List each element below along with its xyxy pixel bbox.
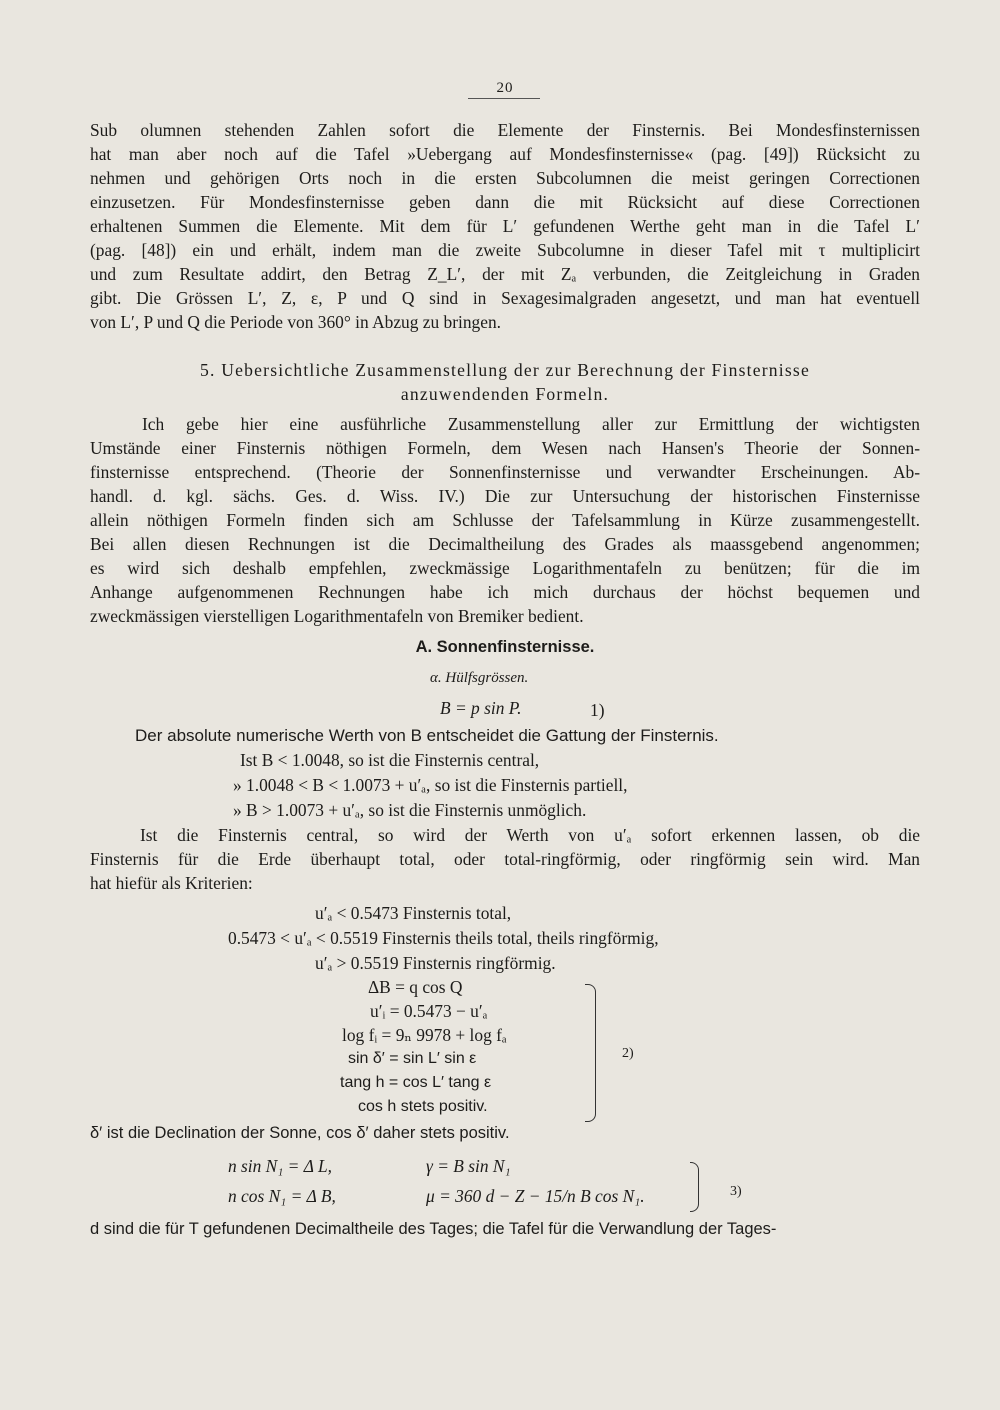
section-heading-line2: anzuwendenden Formeln. (400, 384, 610, 404)
text-line: Ist die Finsternis central, so wird der Werth von u′ₐ sofort erkennen lassen, ob die (140, 825, 920, 845)
text-line: handl. d. kgl. sächs. Ges. d. Wiss. IV.) Die zur Untersuchung der historischen Finsternisse (90, 486, 920, 506)
text-line: Anhange aufgenommenen Rechnungen habe ich mich durchaus der höchst bequemen und (90, 582, 920, 602)
criterion-total: u′ₐ < 0.5473 Finsternis total, (315, 903, 512, 923)
section-heading (90, 358, 920, 406)
text-line: hat man aber noch auf die Tafel »Uebergang auf Mondesfinsternisse« (pag. [49]) Rücksicht zu (90, 144, 920, 164)
text-line: gibt. Die Grössen L′, Z, ε, P und Q sind in Sexagesimalgraden angesetzt, und man hat eventuell (90, 288, 920, 308)
text-line: Sub olumnen stehenden Zahlen sofort die Elemente der Finsternis. Bei Mondesfinsternissen (90, 120, 920, 140)
criterion-mixed: 0.5473 < u′ₐ < 0.5519 Finsternis theils total, theils ringförmig, (228, 928, 659, 948)
equation-1: B = p sin P. (440, 698, 522, 718)
subsection-subtitle: α. Hülfsgrössen. (430, 670, 529, 686)
equation-3-left: n sin N₁ = Δ L, (228, 1156, 333, 1176)
right-brace (585, 984, 596, 1122)
text-line: finsternisse entsprechend. (Theorie der Sonnenfinsternisse und verwandter Erscheinungen. Ab- (90, 462, 920, 482)
text-line: Umstände einer Finsternis nöthigen Formeln, dem Wesen nach Hansen's Theorie der Sonnen- (90, 438, 920, 458)
equation-number: 3) (730, 1184, 742, 1199)
page-number: 20 (496, 80, 514, 96)
case-partial: » 1.0048 < B < 1.0073 + u′ₐ, so ist die Finsternis partiell, (233, 775, 628, 795)
text-line: (pag. [48]) ein und erhält, indem man die zweite Subcolumne in dieser Tafel mit τ multiplicirt (90, 240, 920, 260)
text-line: allein nöthigen Formeln finden sich am Schlusse der Tafelsammlung in Kürze zusammengestellt. (90, 510, 920, 530)
equation-2-line: ΔB = q cos Q (368, 977, 463, 997)
section-heading-line1: 5. Uebersichtliche Zusammenstellung der zur Berechnung der Finsternisse (200, 360, 810, 380)
equation-2-line: cos h stets positiv. (358, 1098, 488, 1115)
paragraph-criteria (90, 823, 920, 895)
equation-3-right: μ = 360 d − Z − 15/n B cos N₁. (426, 1186, 645, 1206)
equation-3-right: γ = B sin N₁ (426, 1156, 511, 1176)
equation-2-line: sin δ′ = sin L′ sin ε (348, 1050, 477, 1067)
sentence-decimal-parts: d sind die für T gefundenen Decimaltheile des Tages; die Tafel für die Verwandlung der Tages- (90, 1220, 777, 1238)
case-impossible: » B > 1.0073 + u′ₐ, so ist die Finsternis unmöglich. (233, 800, 587, 820)
text-line: erhaltenen Summen die Elemente. Mit dem für L′ gefundenen Werthe geht man in die Tafel L′ (90, 216, 920, 236)
sentence-gattung: Der absolute numerische Werth von B entscheidet die Gattung der Finsternis. (135, 726, 719, 745)
text-line: hat hiefür als Kriterien: (90, 873, 253, 893)
text-line: einzusetzen. Für Mondesfinsternisse geben dann die mit Rücksicht auf diese Correctionen (90, 192, 920, 212)
text-line: nehmen und gehörigen Orts noch in die ersten Subcolumnen die meist geringen Correctionen (90, 168, 920, 188)
criterion-annular: u′ₐ > 0.5519 Finsternis ringförmig. (315, 953, 556, 973)
text-line: zweckmässigen vierstelligen Logarithmentafeln von Bremiker bedient. (90, 606, 584, 626)
text-line: von L′, P und Q die Periode von 360° in Abzug zu bringen. (90, 312, 502, 332)
case-central: Ist B < 1.0048, so ist die Finsternis central, (240, 750, 540, 770)
paragraph-intro (90, 412, 920, 628)
equation-number: 1) (590, 700, 605, 720)
paragraph-elements (90, 118, 920, 334)
subsection-title: A. Sonnenfinsternisse. (415, 638, 595, 656)
page-number-rule (468, 98, 540, 99)
right-brace (690, 1162, 699, 1212)
equation-2-line: u′ᵢ = 0.5473 − u′ₐ (370, 1001, 488, 1021)
text-line: Finsternis für die Erde überhaupt total, oder total-ringförmig, oder ringförmig sein wird. Man (90, 849, 920, 869)
equation-2-line: tang h = cos L′ tang ε (340, 1074, 492, 1091)
text-line: Bei allen diesen Rechnungen ist die Decimaltheilung des Grades als maassgebend angenommen; (90, 534, 920, 554)
text-line: Ich gebe hier eine ausführliche Zusammenstellung aller zur Ermittlung der wichtigsten (142, 414, 920, 434)
equation-2-line: log fᵢ = 9ₙ 9978 + log fₐ (342, 1025, 507, 1045)
equation-3-left: n cos N₁ = Δ B, (228, 1186, 336, 1206)
sentence-declination: δ′ ist die Declination der Sonne, cos δ′ daher stets positiv. (90, 1124, 510, 1142)
text-line: und zum Resultate addirt, den Betrag Z_L′, der mit Zₐ verbunden, die Zeitgleichung in Graden (90, 264, 920, 284)
equation-number: 2) (622, 1046, 634, 1061)
text-line: es wird sich deshalb empfehlen, zweckmässige Logarithmentafeln zu benützen; für die im (90, 558, 920, 578)
